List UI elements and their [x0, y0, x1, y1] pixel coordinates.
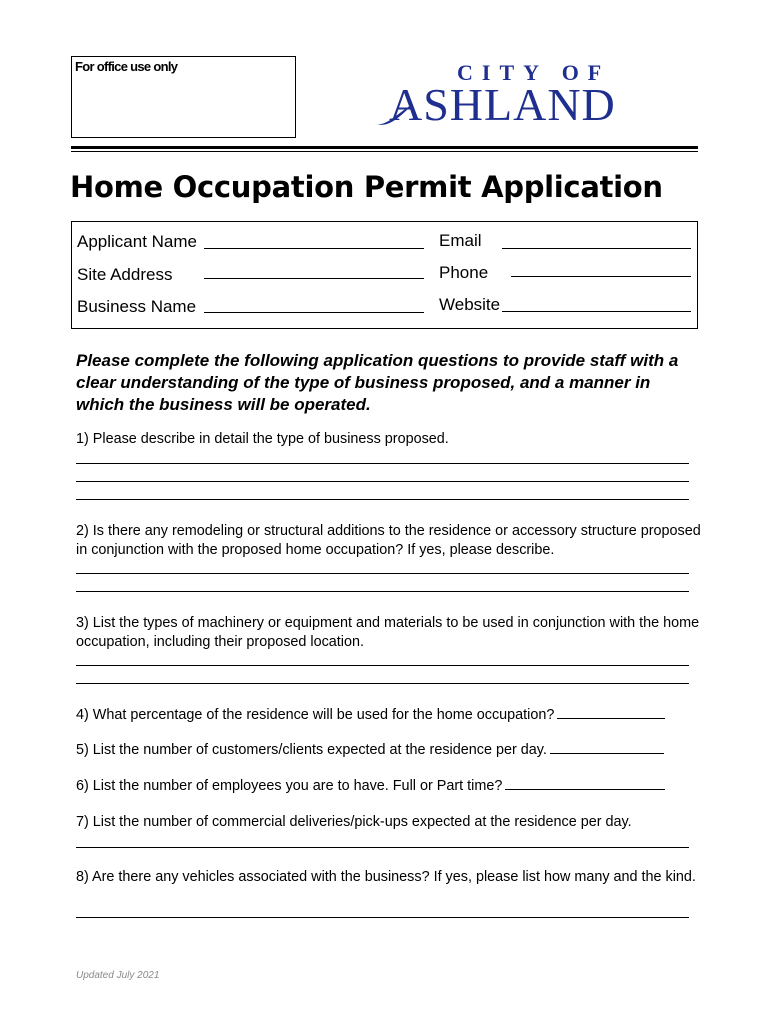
- office-use-box: [71, 56, 296, 138]
- question-6: 6) List the number of employees you are to have. Full or Part time?: [76, 778, 503, 794]
- answer-line[interactable]: [76, 683, 689, 684]
- question-4-row: [76, 706, 701, 725]
- answer-line[interactable]: [557, 706, 665, 719]
- city-logo: [375, 60, 695, 136]
- applicant-name-field[interactable]: [204, 248, 424, 249]
- business-name-field[interactable]: [204, 312, 424, 313]
- phone-field[interactable]: [511, 276, 691, 277]
- answer-line[interactable]: [550, 741, 664, 754]
- answer-line[interactable]: [76, 591, 689, 592]
- question-5: 5) List the number of customers/clients expected at the residence per day.: [76, 742, 547, 758]
- site-address-field[interactable]: [204, 278, 424, 279]
- answer-line[interactable]: [76, 847, 689, 848]
- answer-line[interactable]: [505, 777, 665, 790]
- answer-line[interactable]: [76, 481, 689, 482]
- website-field[interactable]: [502, 311, 691, 312]
- question-3: 3) List the types of machinery or equipment and materials to be used in conjunction with the home occupation, including their proposed location.: [76, 615, 700, 650]
- answer-line[interactable]: [76, 573, 689, 574]
- question-4: 4) What percentage of the residence will be used for the home occupation?: [76, 707, 555, 723]
- answer-line[interactable]: [76, 499, 689, 500]
- email-field[interactable]: [502, 248, 691, 249]
- business-name-label: Business Name: [77, 297, 197, 316]
- instructions-text: Please complete the following application questions to provide staff with a clear understanding of the type of business proposed, and a manner in which the business will be operated.: [76, 351, 679, 414]
- phone-label: Phone: [439, 263, 489, 282]
- logo-ashland-text: ASHLAND: [389, 79, 616, 130]
- answer-line[interactable]: [76, 917, 689, 918]
- website-label: Website: [439, 295, 501, 314]
- answer-line[interactable]: [76, 463, 689, 464]
- question-2: 2) Is there any remodeling or structural additions to the residence or accessory structure proposed in conjunction with the proposed home occupation? If yes, please describe.: [76, 523, 701, 558]
- question-6-row: [76, 777, 701, 796]
- answer-line[interactable]: [76, 665, 689, 666]
- question-1: 1) Please describe in detail the type of business proposed.: [76, 431, 449, 447]
- office-use-label: For office use only: [75, 59, 178, 74]
- updated-date-note: Updated July 2021: [76, 970, 160, 981]
- email-label: Email: [439, 231, 482, 250]
- site-address-label: Site Address: [77, 265, 173, 284]
- page-title: Home Occupation Permit Application: [70, 170, 663, 204]
- question-8: 8) Are there any vehicles associated with the business? If yes, please list how many and the kind.: [76, 869, 696, 885]
- logo-city-of-text: CITY OF: [457, 60, 611, 85]
- applicant-info-box: [71, 221, 698, 329]
- question-7: 7) List the number of commercial deliveries/pick-ups expected at the residence per day.: [76, 814, 632, 830]
- header-rule-thick: [71, 146, 698, 149]
- question-5-row: [76, 741, 701, 760]
- applicant-name-label: Applicant Name: [77, 232, 198, 251]
- header-rule-thin: [71, 151, 698, 152]
